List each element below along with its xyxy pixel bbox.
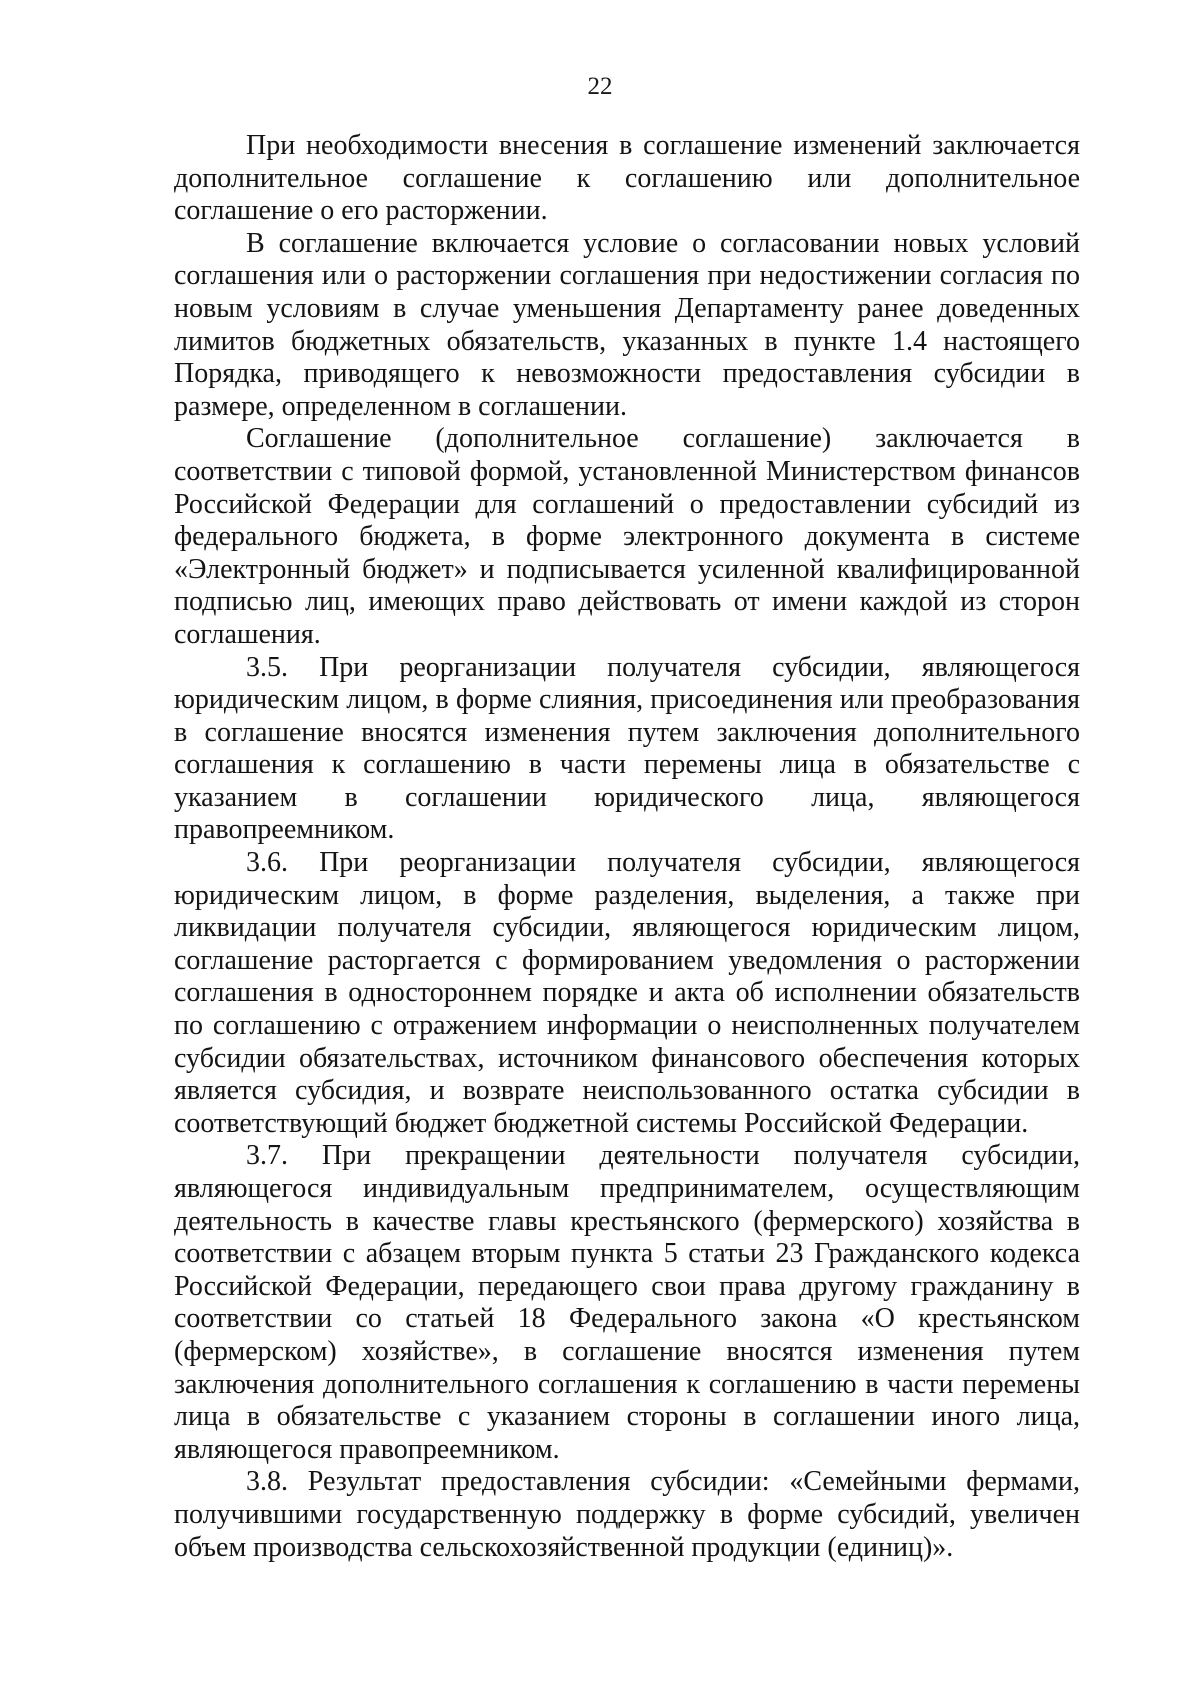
paragraph-amendment-procedure: При необходимости внесения в соглашение изменений заключается дополнительное соглашение к соглашению или дополнительное соглашение о его расторжении.	[174, 130, 1080, 227]
document-body	[174, 130, 1080, 1564]
page-number: 22	[587, 73, 613, 100]
paragraph-3-6: 3.6. При реорганизации получателя субсидии, являющегося юридическим лицом, в форме разделения, выделения, а также при ликвидации получателя субсидии, являющегося юридическим лицом, соглашение расторгается с формированием уведомления о расторжении соглашения в одностороннем порядке и акта об исполнении обязательств по соглашению с отражением информации о неисполненных получателем субсидии обязательствах, источником финансового обеспечения которых является субсидия, и возврате неиспользованного остатка субсидии в соответствующий бюджет бюджетной системы Российской Федерации.	[174, 847, 1080, 1139]
paragraph-3-8: 3.8. Результат предоставления субсидии: «Семейными фермами, получившими государственную поддержку в форме субсидий, увеличен объем производства сельскохозяйственной продукции (единиц)».	[174, 1466, 1080, 1563]
paragraph-new-conditions: В соглашение включается условие о согласовании новых условий соглашения или о расторжении соглашения при недостижении согласия по новым условиям в случае уменьшения Департаменту ранее доведенных лимитов бюджетных обязательств, указанных в пункте 1.4 настоящего Порядка, приводящего к невозможности предоставления субсидии в размере, определенном в соглашении.	[174, 227, 1080, 422]
paragraph-standard-form: Соглашение (дополнительное соглашение) заключается в соответствии с типовой формой, установленной Министерством финансов Российской Федерации для соглашений о предоставлении субсидий из федерального бюджета, в форме электронного документа в системе «Электронный бюджет» и подписывается усиленной квалифицированной подписью лиц, имеющих право действовать от имени каждой из сторон соглашения.	[174, 423, 1080, 650]
paragraph-3-7: 3.7. При прекращении деятельности получателя субсидии, являющегося индивидуальным предпринимателем, осуществляющим деятельность в качестве главы крестьянского (фермерского) хозяйства в соответствии с абзацем вторым пункта 5 статьи 23 Гражданского кодекса Российской Федерации, передающего свои права другому гражданину в соответствии со статьей 18 Федерального закона «О крестьянском (фермерском) хозяйстве», в соглашение вносятся изменения путем заключения дополнительного соглашения к соглашению в части перемены лица в обязательстве с указанием стороны в соглашении иного лица, являющегося правопреемником.	[174, 1140, 1080, 1465]
paragraph-3-5: 3.5. При реорганизации получателя субсидии, являющегося юридическим лицом, в форме слияния, присоединения или преобразования в соглашение вносятся изменения путем заключения дополнительного соглашения к соглашению в части перемены лица в обязательстве с указанием в соглашении юридического лица, являющегося правопреемником.	[174, 651, 1080, 846]
